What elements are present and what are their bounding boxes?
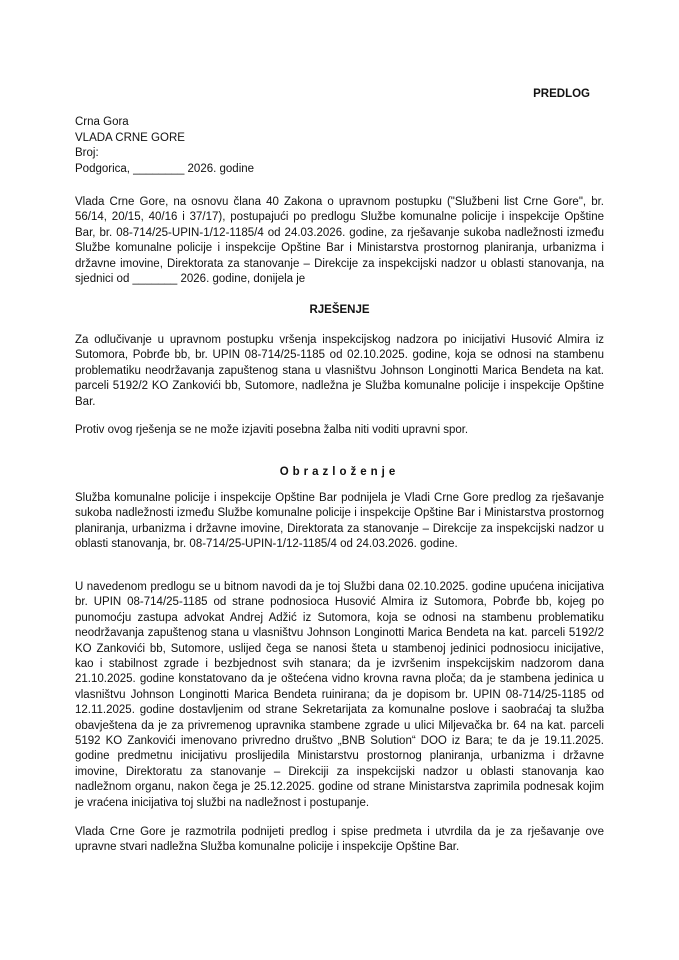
reasoning-paragraph-2: U navedenom predlogu se u bitnom navodi da je toj Službi dana 02.10.2025. godine upućena inicijativa br. UPIN 08-714/25-1185 od strane podnosioca Husović Almira iz Sutomora, Pobrđe bb, kojeg po punomoćju zastupa advokat Andrej Adžić iz Sutomora, koja se odnosi na stambenu problematiku neodržavanja zapuštenog stana u vlasništvu Johnson Longinotti Marica Bendeta na kat. parceli 5192/2 KO Zankovići bb, Sutomore, uslijed čega se nanosi šteta u stambenoj jedinici podnosiocu inicijative, kao i stabilnost zgrade i bezbjednost svih stanara; da je izvršenim inspekcijskim nadzorom dana 21.10.2025. godine konstatovano da je oštećena vidno krovna ravna ploča; da je stambena jedinica u vlasništvu Johnson Longinotti Marica Bendeta ruinirana; da je dopisom br. UPIN 08-714/25-1185 od 12.11.2025. godine dostavljenim od strane Sekretarijata za komunalne poslove i saobraćaj ta služba obavještena da je za privremenog upravnika stambene zgrade u ulici Miljevačka br. 64 na kat. parceli 5192 KO Zankovići imenovano privredno društvo „BNB Solution“ DOO iz Bara; te da je 19.11.2025. godine predmetnu inicijativu proslijedila Ministarstvu prostornog planiranja, urbanizma i državne imovine, Direktoratu za stanovanje – Direkciji za inspekcijski nadzor u oblasti stanovanja kao nadležnom organu, nakon čega je 25.12.2025. godine od strane Ministarstva zaprimila podnesak kojim je vraćena inicijativa toj službi na nadležnost i postupanje. — [75, 581, 604, 809]
appeal-paragraph: Protiv ovog rješenja se ne može izjaviti posebna žalba niti voditi upravni spor. — [75, 424, 469, 436]
proposal-label: PREDLOG — [533, 88, 590, 100]
header-place-date: Podgorica, ________ 2026. godine — [75, 162, 255, 175]
header-number: Broj: — [75, 147, 99, 159]
reasoning-paragraph-1: Služba komunalne policije i inspekcije Opštine Bar podnijela je Vladi Crne Gore predlog za rješavanje sukoba nadležnosti između Službe komunalne policije i inspekcije Opštine Bar i Ministarstva prostornog planiranja, urbanizma i državne imovine, Direktorata za stanovanje – Direkcije za inspekcijski nadzor u oblasti stanovanja, br. 08-714/25-UPIN-1/12-1185/4 od 24.03.2026. godine. — [75, 492, 604, 551]
reasoning-paragraph-3: Vlada Crne Gore je razmotrila podnijeti predlog i spise predmeta i utvrdila da je za rješavanje ove upravne stvari nadležna Služba komunalne policije i inspekcije Opštine Bar. — [75, 826, 604, 854]
document-header — [75, 115, 254, 177]
header-government: VLADA CRNE GORE — [75, 131, 185, 144]
decision-paragraph: Za odlučivanje u upravnom postupku vršenja inspekcijskog nadzora po inicijativi Husović Almira iz Sutomora, Pobrđe bb, br. UPIN 08-714/25-1185 od 02.10.2025. godine, koja se odnosi na stambenu problematiku neodržavanja zapuštenog stana u vlasništvu Johnson Longinotti Marica Bendeta na kat. parceli 5192/2 KO Zankovići bb, Sutomore, nadležna je Služba komunalne policije i inspekcije Opštine Bar. — [75, 334, 604, 408]
decision-title: RJEŠENJE — [309, 304, 370, 316]
reasoning-title: Obrazloženje — [279, 466, 400, 478]
header-country: Crna Gora — [75, 116, 129, 128]
intro-paragraph: Vlada Crne Gore, na osnovu člana 40 Zakona o upravnom postupku ("Službeni list Crne Gore", br. 56/14, 20/15, 40/16 i 37/17), postupajući po predlogu Službe komunalne policije i inspekcije Opštine Bar, br. 08-714/25-UPIN-1/12-1185/4 od 24.03.2026. godine, za rješavanje sukoba nadležnosti između Službe komunalne policije i inspekcije Opštine Bar i Ministarstva prostornog planiranja, urbanizma i državne imovine, Direktorata za stanovanje – Direkcije za inspekcijski nadzor u oblasti stanovanja, na sjednici od _______ 2026. godine, donijela je — [75, 196, 604, 286]
